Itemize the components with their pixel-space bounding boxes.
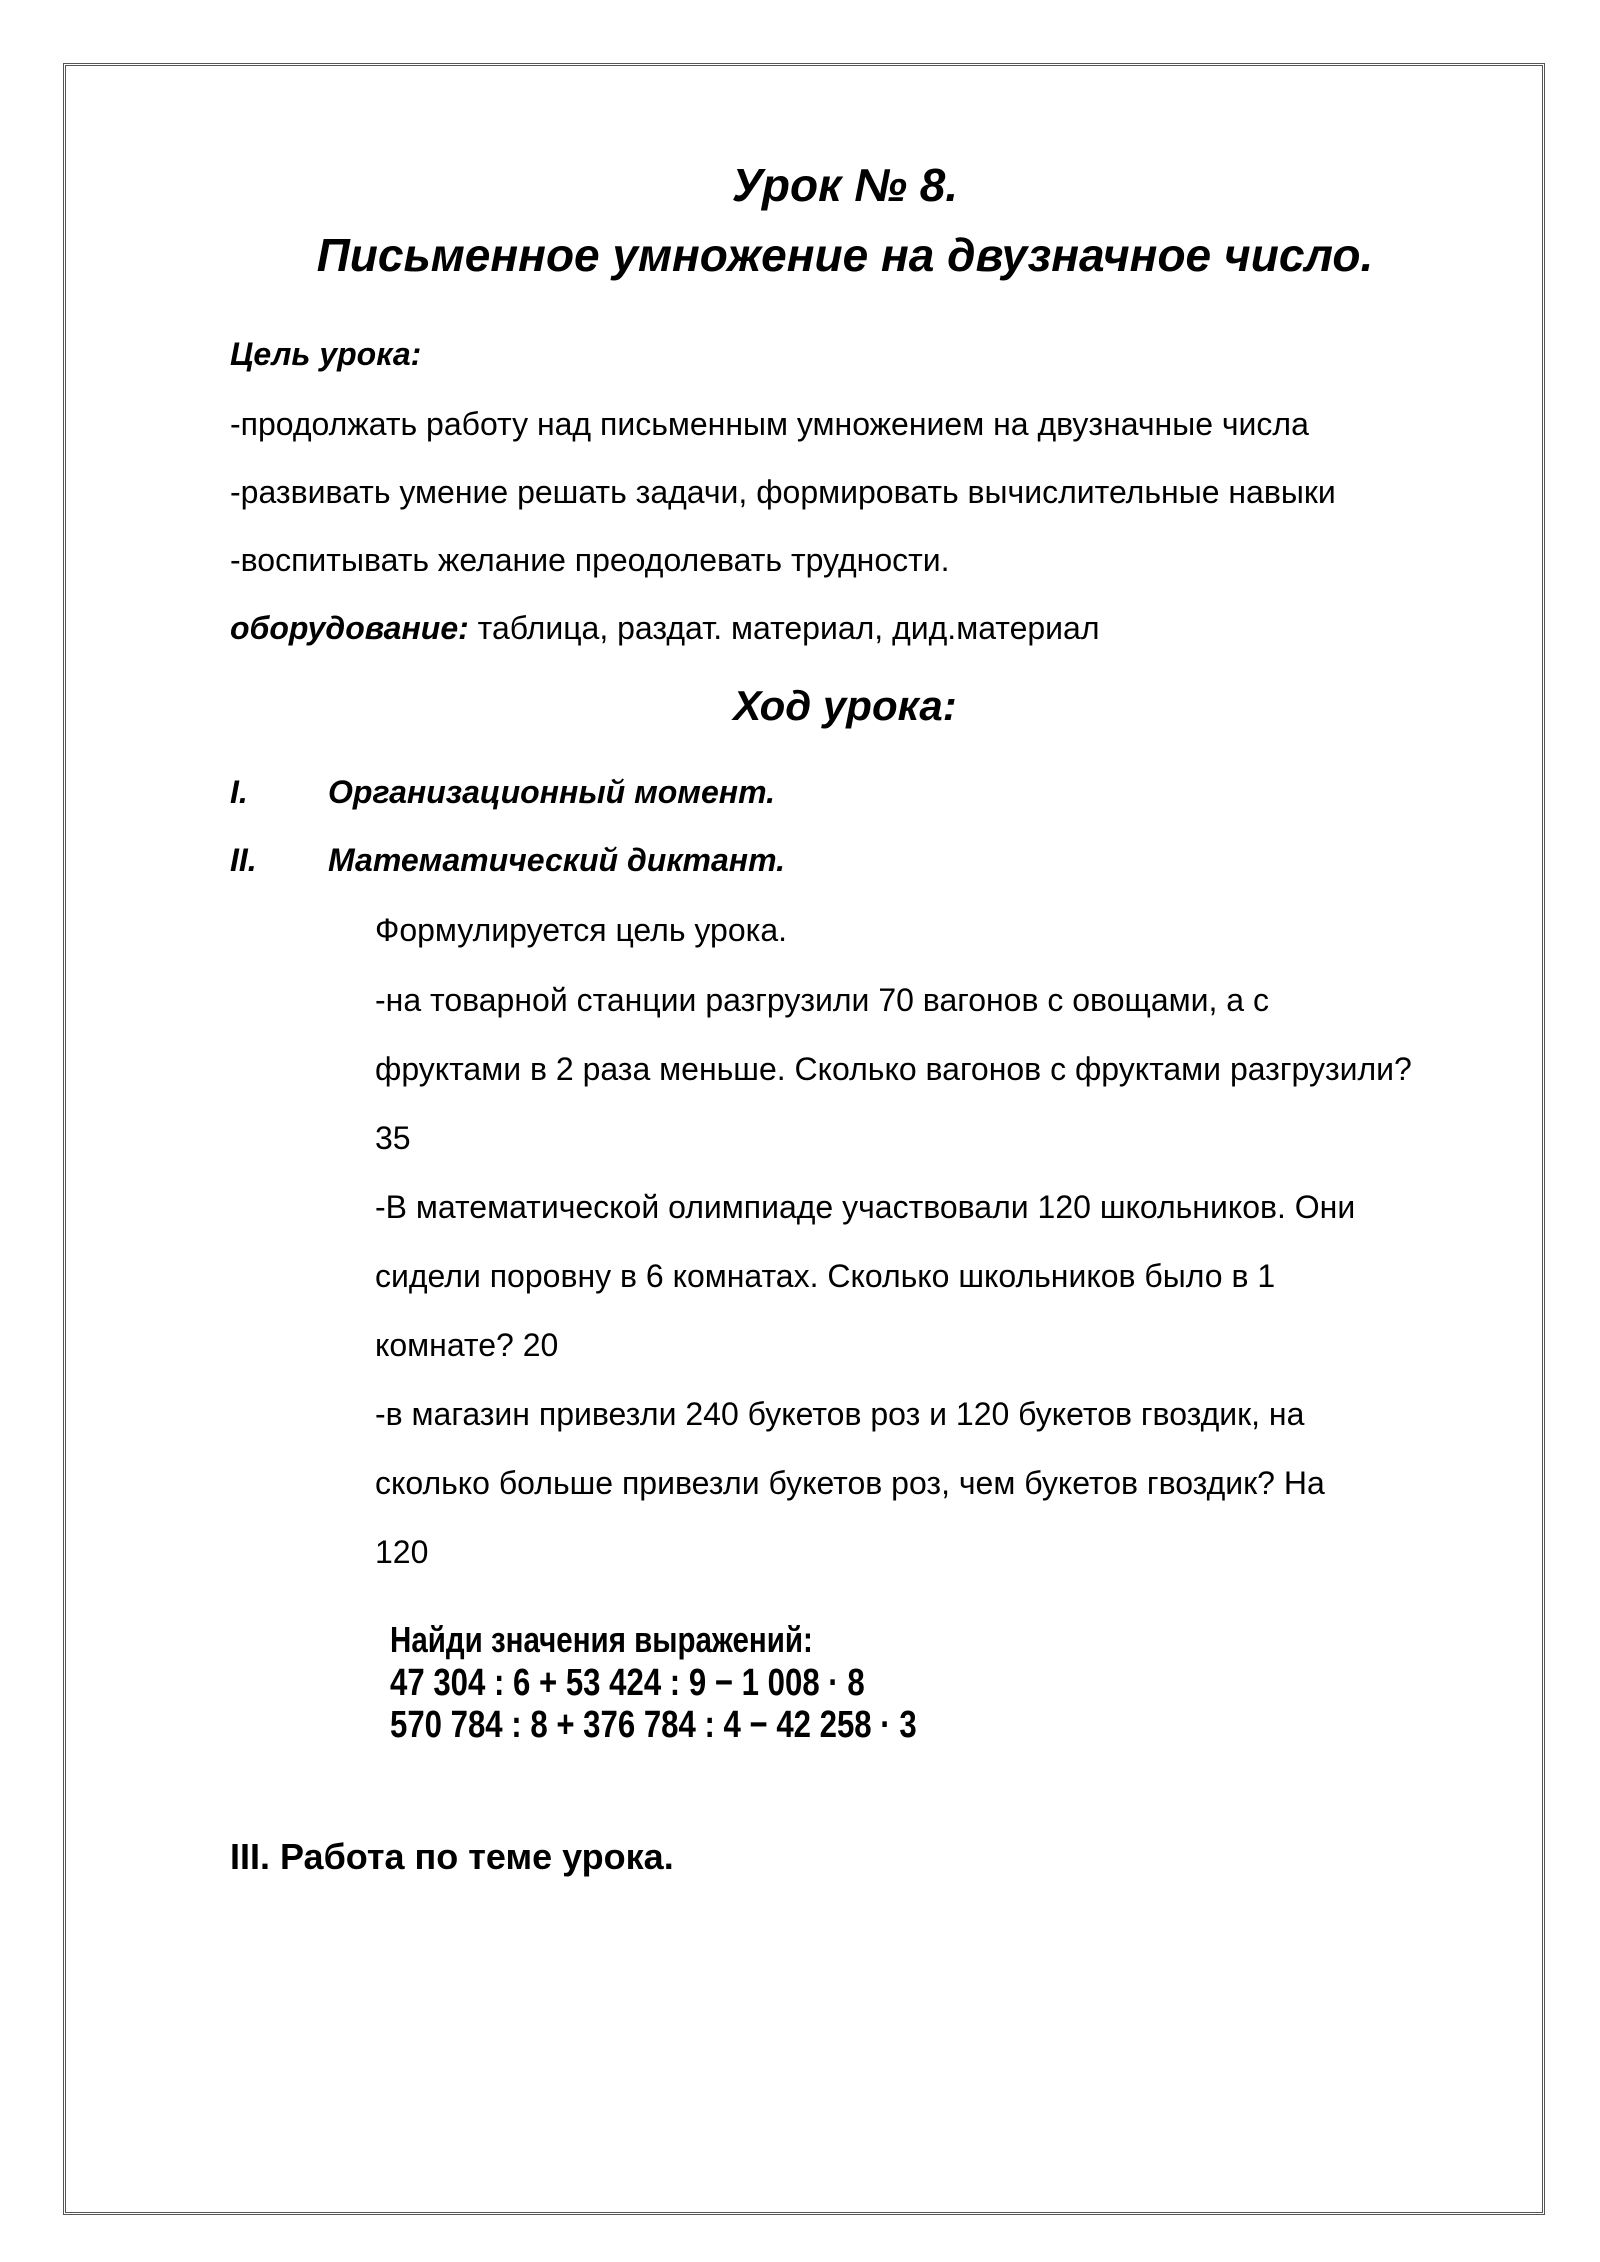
section-2-number: II. <box>230 842 257 878</box>
dictation-line-6: сидели поровну в 6 комнатах. Сколько школьников было в 1 <box>375 1258 1276 1294</box>
equipment-value: таблица, раздат. материал, дид.материал <box>468 610 1100 646</box>
dictation-line-3: фруктами в 2 раза меньше. Сколько вагонов с фруктами разгрузили? <box>375 1051 1412 1087</box>
expressions-title: Найди значения выражений: <box>390 1619 813 1660</box>
expression-2: 570 784 : 8 + 376 784 : 4 − 42 258 · 3 <box>390 1704 917 1746</box>
section-1 <box>230 774 775 811</box>
section-1-title: Организационный момент. <box>328 774 776 810</box>
dictation-line-10: 120 <box>375 1534 429 1570</box>
dictation-line-1: Формулируется цель урока. <box>375 912 788 948</box>
dictation-line-9: сколько больше привезли букетов роз, чем букетов гвоздик? На <box>375 1465 1325 1501</box>
expression-1: 47 304 : 6 + 53 424 : 9 − 1 008 · 8 <box>390 1662 865 1704</box>
goal-item-2: -развивать умение решать задачи, формировать вычислительные навыки <box>230 474 1336 510</box>
lesson-number: Урок № 8. <box>731 159 959 211</box>
goal-item-3: -воспитывать желание преодолевать трудности. <box>230 542 950 578</box>
dictation-line-8: -в магазин привезли 240 букетов роз и 120 букетов гвоздик, на <box>375 1396 1305 1432</box>
expressions-block <box>390 1618 917 1746</box>
dictation-line-4: 35 <box>375 1120 411 1156</box>
dictation-line-2: -на товарной станции разгрузили 70 вагонов с овощами, а с <box>375 982 1269 1018</box>
course-heading: Ход урока: <box>733 682 957 729</box>
section-2 <box>230 842 785 879</box>
lesson-title: Письменное умножение на двузначное число. <box>316 229 1374 281</box>
dictation-line-7: комнате? 20 <box>375 1327 559 1363</box>
goal-item-1: -продолжать работу над письменным умножением на двузначные числа <box>230 406 1309 442</box>
section-3-heading: III. Работа по теме урока. <box>230 1836 674 1877</box>
goal-label: Цель урока: <box>230 336 422 372</box>
equipment-line <box>230 610 1100 647</box>
section-1-number: I. <box>230 774 248 810</box>
section-2-title: Математический диктант. <box>328 842 786 878</box>
dictation-line-5: -В математической олимпиаде участвовали 120 школьников. Они <box>375 1189 1356 1225</box>
page-border <box>63 63 1545 2215</box>
equipment-label: оборудование: <box>230 610 469 646</box>
